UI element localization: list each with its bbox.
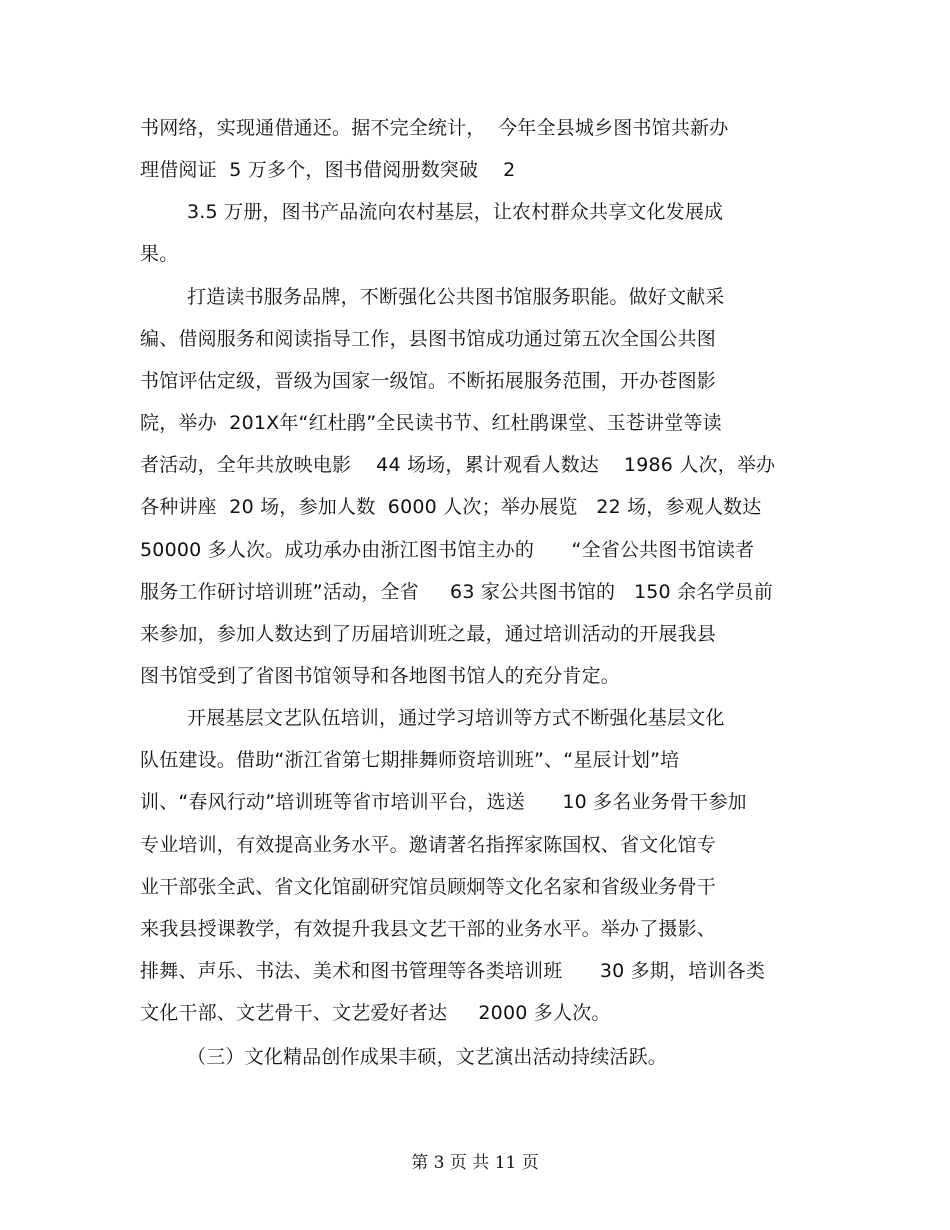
text-line: 业干部张全武、省文化馆副研究馆员顾炯等文化名家和省级业务骨干 <box>140 876 717 898</box>
text-line: 院，举办 201X年“红杜鹃”全民读书节、红杜鹃课堂、玉苍讲堂等读 <box>140 412 722 434</box>
text-line: 来参加，参加人数达到了历届培训班之最，通过培训活动的开展我县 <box>140 623 717 645</box>
text-line: 训、“春风行动”培训班等省市培训平台，选送 10 多名业务骨干参加 <box>140 791 747 813</box>
page-footer: 第 3 页 共 11 页 <box>411 1153 539 1173</box>
text-line: 3.5 万册，图书产品流向农村基层，让农村群众共享文化发展成 <box>187 201 724 223</box>
section-heading: （三）文化精品创作成果丰硕，文艺演出活动持续活跃。 <box>187 1046 668 1068</box>
text-line: 排舞、声乐、书法、美术和图书管理等各类培训班 30 多期，培训各类 <box>140 960 766 982</box>
text-line: 队伍建设。借助“浙江省第七期排舞师资培训班”、“星辰计划”培 <box>140 749 680 771</box>
text-line: 各种讲座 20 场，参加人数 6000 人次；举办展览 22 场，参观人数达 <box>140 496 762 518</box>
text-line: 服务工作研讨培训班”活动，全省 63 家公共图书馆的 150 余名学员前 <box>140 581 774 603</box>
text-line: 理借阅证 5 万多个，图书借阅册数突破 2 <box>140 159 516 181</box>
text-line: 专业培训，有效提高业务水平。邀请著名指挥家陈国权、省文化馆专 <box>140 834 717 856</box>
text-line: 图书馆受到了省图书馆领导和各地图书馆人的充分肯定。 <box>140 665 621 687</box>
text-line: 者活动，全年共放映电影 44 场场，累计观看人数达 1986 人次，举办 <box>140 454 776 476</box>
text-line: 50000 多人次。成功承办由浙江图书馆主办的 “全省公共图书馆读者 <box>140 539 755 561</box>
text-line: 文化干部、文艺骨干、文艺爱好者达 2000 多人次。 <box>140 1002 611 1024</box>
text-line: 书馆评估定级，晋级为国家一级馆。不断拓展服务范围，开办苍图影 <box>140 370 717 392</box>
text-line: 来我县授课教学，有效提升我县文艺干部的业务水平。举办了摄影、 <box>140 918 717 940</box>
text-line: 书网络，实现通借通还。据不完全统计， 今年全县城乡图书馆共新办 <box>140 117 729 139</box>
text-line: 编、借阅服务和阅读指导工作，县图书馆成功通过第五次全国公共图 <box>140 328 717 350</box>
text-line: 果。 <box>140 243 179 265</box>
text-line: 打造读书服务品牌，不断强化公共图书馆服务职能。做好文献采 <box>187 286 725 308</box>
text-line: 开展基层文艺队伍培训，通过学习培训等方式不断强化基层文化 <box>187 707 725 729</box>
